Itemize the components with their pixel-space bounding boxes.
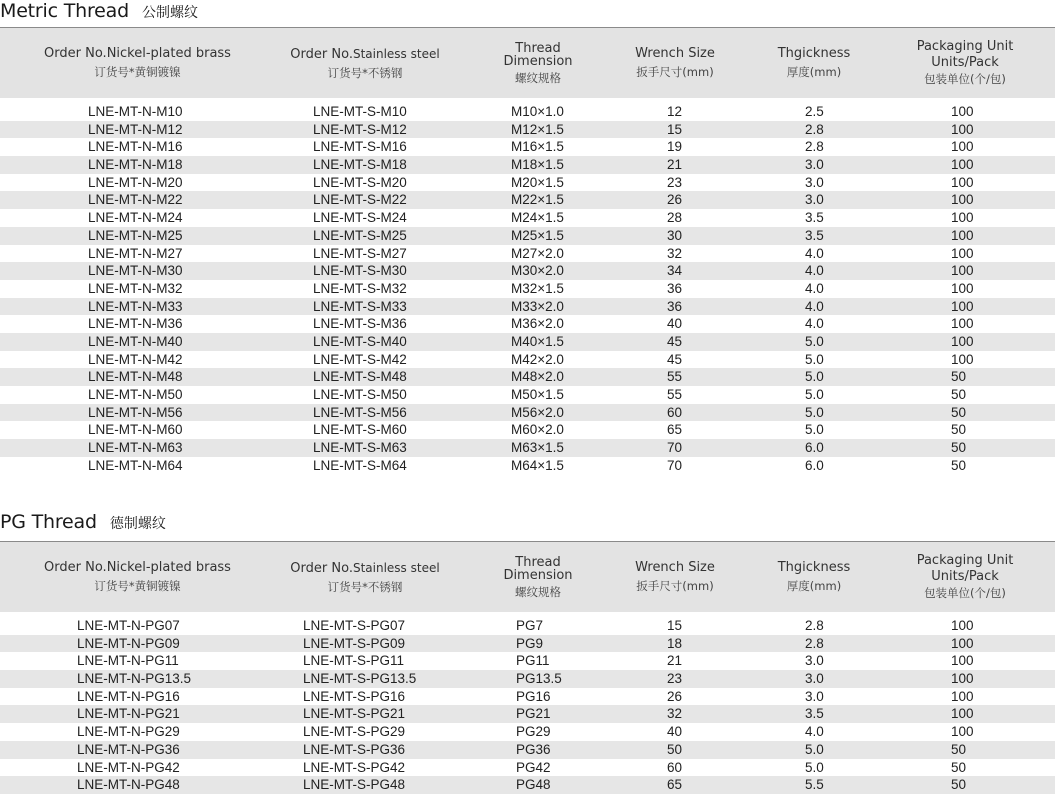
metric-header-packaging-en-a: Packaging Unit [916, 39, 1014, 54]
table-row [0, 156, 1055, 174]
pg-header-order-steel-en-b: Stainless steel [352, 560, 440, 575]
metric-header-wrench-en: Wrench Size [635, 46, 715, 61]
metric-header-packaging-en-b: Units/Pack [931, 55, 999, 70]
order-no-brass-cell: LNE-MT-N-PG11 [77, 653, 179, 669]
table-row [0, 404, 1055, 422]
thickness-cell: 2.8 [805, 618, 824, 633]
thread-dimension-cell: M60×2.0 [511, 422, 564, 438]
packaging-unit-cell: 100 [951, 671, 974, 687]
order-no-steel-cell: LNE-MT-S-PG42 [303, 759, 406, 775]
packaging-unit-cell: 50 [951, 759, 967, 775]
metric-header-order-brass [30, 28, 245, 98]
packaging-unit-cell: 100 [951, 333, 974, 349]
table-row [0, 174, 1055, 192]
thickness-cell: 5.0 [805, 404, 824, 420]
pg-header-packaging [895, 542, 1035, 612]
pg-header-order-brass-cn: 订货号*黄铜镀镍 [94, 579, 181, 593]
wrench-size-cell: 26 [667, 688, 683, 704]
thickness-cell: 2.8 [805, 139, 824, 155]
table-row [0, 280, 1055, 298]
wrench-size-cell: 40 [667, 316, 683, 332]
metric-header-order-steel [275, 28, 455, 98]
metric-header-order-steel-cn: 订货号*不锈钢 [327, 65, 403, 80]
thread-dimension-cell: PG48 [516, 777, 551, 793]
table-row [0, 635, 1055, 653]
table-row [0, 315, 1055, 333]
order-no-brass-cell: LNE-MT-N-PG48 [77, 777, 180, 793]
table-row [0, 723, 1055, 741]
pg-header-packaging-en-a: Packaging Unit [916, 553, 1014, 568]
packaging-unit-cell: 100 [951, 192, 974, 208]
order-no-brass-cell: LNE-MT-N-M18 [88, 157, 183, 173]
thickness-cell: 3.0 [805, 174, 824, 190]
packaging-unit-cell: 100 [951, 227, 974, 243]
thread-dimension-cell: M25×1.5 [511, 227, 564, 243]
packaging-unit-cell: 50 [951, 457, 967, 473]
packaging-unit-cell: 100 [951, 635, 974, 651]
wrench-size-cell: 60 [667, 759, 683, 775]
order-no-steel-cell: LNE-MT-S-M32 [313, 280, 407, 296]
table-row [0, 191, 1055, 209]
pg-table-header [0, 542, 1055, 612]
wrench-size-cell: 70 [667, 457, 683, 473]
metric-header-packaging [895, 28, 1035, 98]
thread-dimension-cell: M48×2.0 [511, 369, 564, 385]
thickness-cell: 4.0 [805, 245, 824, 261]
order-no-steel-cell: LNE-MT-S-M42 [313, 351, 407, 367]
thread-dimension-cell: M20×1.5 [511, 174, 564, 190]
thickness-cell: 4.0 [805, 724, 824, 740]
order-no-steel-cell: LNE-MT-S-M64 [313, 457, 407, 473]
packaging-unit-cell: 50 [951, 440, 967, 456]
pg-header-packaging-en-b: Units/Pack [931, 569, 999, 584]
order-no-steel-cell: LNE-MT-S-M30 [313, 263, 407, 279]
thread-dimension-cell: M56×2.0 [511, 404, 564, 420]
table-row [0, 121, 1055, 139]
pg-header-packaging-cn: 包装单位(个/包) [924, 586, 1006, 600]
pg-header-order-brass [30, 542, 245, 612]
order-no-brass-cell: LNE-MT-N-M16 [88, 139, 183, 155]
wrench-size-cell: 55 [667, 387, 683, 402]
wrench-size-cell: 23 [667, 671, 683, 687]
order-no-steel-cell: LNE-MT-S-M24 [313, 210, 407, 226]
thread-dimension-cell: M18×1.5 [511, 157, 564, 173]
wrench-size-cell: 70 [667, 440, 683, 456]
table-row [0, 776, 1055, 794]
packaging-unit-cell: 50 [951, 741, 967, 757]
order-no-steel-cell: LNE-MT-S-PG07 [303, 618, 406, 633]
table-row [0, 421, 1055, 439]
order-no-brass-cell: LNE-MT-N-M10 [88, 104, 183, 119]
order-no-brass-cell: LNE-MT-N-PG13.5 [77, 671, 192, 687]
wrench-size-cell: 23 [667, 174, 683, 190]
thread-dimension-cell: M36×2.0 [511, 316, 564, 332]
order-no-brass-cell: LNE-MT-N-PG21 [77, 706, 180, 722]
metric-header-order-brass-en: Order No.Nickel-plated brass [44, 46, 231, 61]
thread-dimension-cell: PG16 [516, 688, 551, 704]
table-row [0, 262, 1055, 280]
order-no-brass-cell: LNE-MT-N-M56 [88, 404, 183, 420]
pg-header-order-steel-en-a: Order No. [290, 560, 353, 576]
packaging-unit-cell: 100 [951, 121, 974, 137]
metric-header-thread-en-b: Dimension [503, 53, 573, 69]
thickness-cell: 3.5 [805, 210, 824, 226]
wrench-size-cell: 60 [667, 404, 683, 420]
order-no-brass-cell: LNE-MT-N-M27 [88, 245, 183, 261]
order-no-brass-cell: LNE-MT-N-M42 [88, 351, 183, 367]
order-no-brass-cell: LNE-MT-N-PG29 [77, 724, 180, 740]
order-no-steel-cell: LNE-MT-S-M25 [313, 227, 407, 243]
order-no-steel-cell: LNE-MT-S-M12 [313, 121, 407, 137]
thread-dimension-cell: PG29 [516, 724, 551, 740]
packaging-unit-cell: 50 [951, 387, 967, 402]
order-no-steel-cell: LNE-MT-S-PG16 [303, 688, 406, 704]
order-no-steel-cell: LNE-MT-S-PG48 [303, 777, 406, 793]
pg-header-order-steel [275, 542, 455, 612]
thickness-cell: 5.0 [805, 759, 824, 775]
pg-title-cn: 德制螺纹 [109, 516, 166, 532]
packaging-unit-cell: 100 [951, 245, 974, 261]
order-no-steel-cell: LNE-MT-S-PG09 [303, 635, 406, 651]
order-no-steel-cell: LNE-MT-S-PG13.5 [303, 671, 417, 687]
thickness-cell: 2.8 [805, 121, 824, 137]
order-no-brass-cell: LNE-MT-N-M40 [88, 333, 183, 349]
order-no-steel-cell: LNE-MT-S-M18 [313, 157, 407, 173]
order-no-steel-cell: LNE-MT-S-M27 [313, 245, 407, 261]
wrench-size-cell: 30 [667, 227, 683, 243]
thread-dimension-cell: PG42 [516, 759, 551, 775]
pg-header-wrench-cn: 扳手尺寸(mm) [636, 579, 714, 593]
thickness-cell: 2.8 [805, 635, 824, 651]
metric-header-order-steel-en-a: Order No. [290, 46, 353, 62]
packaging-unit-cell: 100 [951, 706, 974, 722]
order-no-brass-cell: LNE-MT-N-M60 [88, 422, 183, 438]
metric-header-thickness-cn: 厚度(mm) [786, 65, 842, 79]
packaging-unit-cell: 100 [951, 104, 974, 119]
thread-dimension-cell: M10×1.0 [511, 104, 564, 119]
wrench-size-cell: 32 [667, 245, 683, 261]
thread-dimension-cell: PG21 [516, 706, 551, 722]
thread-dimension-cell: PG36 [516, 741, 551, 757]
pg-header-thread-en-a: Thread [515, 554, 561, 570]
packaging-unit-cell: 100 [951, 280, 974, 296]
thread-dimension-cell: M42×2.0 [511, 351, 564, 367]
metric-header-thickness-en: Thgickness [777, 46, 851, 61]
wrench-size-cell: 45 [667, 351, 683, 367]
order-no-steel-cell: LNE-MT-S-M63 [313, 440, 407, 456]
order-no-steel-cell: LNE-MT-S-M36 [313, 316, 407, 332]
thickness-cell: 3.0 [805, 653, 824, 669]
order-no-steel-cell: LNE-MT-S-M22 [313, 192, 407, 208]
thickness-cell: 5.0 [805, 351, 824, 367]
metric-table-header [0, 28, 1055, 98]
order-no-brass-cell: LNE-MT-N-PG42 [77, 759, 180, 775]
order-no-brass-cell: LNE-MT-N-PG07 [77, 618, 180, 633]
table-row [0, 705, 1055, 723]
thickness-cell: 5.0 [805, 387, 824, 402]
packaging-unit-cell: 100 [951, 724, 974, 740]
wrench-size-cell: 21 [667, 653, 683, 669]
table-row [0, 245, 1055, 263]
table-row [0, 333, 1055, 351]
packaging-unit-cell: 50 [951, 369, 967, 385]
thread-dimension-cell: M50×1.5 [511, 387, 564, 402]
packaging-unit-cell: 100 [951, 157, 974, 173]
thread-dimension-cell: M40×1.5 [511, 333, 564, 349]
pg-header-order-steel-cn: 订货号*不锈钢 [327, 579, 403, 594]
table-row [0, 759, 1055, 777]
pg-header-thickness-en: Thgickness [777, 560, 851, 575]
thickness-cell: 3.0 [805, 688, 824, 704]
wrench-size-cell: 21 [667, 157, 683, 173]
thickness-cell: 4.0 [805, 263, 824, 279]
pg-header-thickness-cn: 厚度(mm) [786, 579, 842, 593]
wrench-size-cell: 50 [667, 741, 683, 757]
thickness-cell: 4.0 [805, 316, 824, 332]
pg-header-wrench [620, 542, 730, 612]
order-no-brass-cell: LNE-MT-N-PG09 [77, 635, 180, 651]
thickness-cell: 4.0 [805, 280, 824, 296]
order-no-steel-cell: LNE-MT-S-M33 [313, 298, 407, 314]
packaging-unit-cell: 50 [951, 422, 967, 438]
order-no-steel-cell: LNE-MT-S-M16 [313, 139, 407, 155]
order-no-steel-cell: LNE-MT-S-M48 [313, 369, 407, 385]
order-no-brass-cell: LNE-MT-N-M33 [88, 298, 183, 314]
thread-dimension-cell: M32×1.5 [511, 280, 564, 296]
thickness-cell: 4.0 [805, 298, 824, 314]
table-row [0, 138, 1055, 156]
pg-header-order-steel-en [290, 561, 439, 576]
thickness-cell: 3.5 [805, 227, 824, 243]
wrench-size-cell: 26 [667, 192, 683, 208]
order-no-steel-cell: LNE-MT-S-M10 [313, 104, 407, 119]
packaging-unit-cell: 50 [951, 777, 967, 793]
metric-header-packaging-cn: 包装单位(个/包) [924, 72, 1006, 86]
order-no-brass-cell: LNE-MT-N-M48 [88, 369, 183, 385]
thread-dimension-cell: M22×1.5 [511, 192, 564, 208]
metric-header-thickness [764, 28, 864, 98]
metric-table-body [0, 103, 1055, 474]
wrench-size-cell: 32 [667, 706, 683, 722]
pg-table-body [0, 617, 1055, 794]
thread-dimension-cell: M30×2.0 [511, 263, 564, 279]
pg-header-wrench-en: Wrench Size [635, 560, 715, 575]
thread-dimension-cell: PG9 [516, 635, 544, 651]
table-row [0, 670, 1055, 688]
order-no-brass-cell: LNE-MT-N-M12 [88, 121, 183, 137]
thickness-cell: 2.5 [805, 104, 824, 119]
thread-dimension-cell: M16×1.5 [511, 139, 564, 155]
table-row [0, 351, 1055, 369]
wrench-size-cell: 18 [667, 635, 683, 651]
order-no-steel-cell: LNE-MT-S-PG11 [303, 653, 405, 669]
packaging-unit-cell: 100 [951, 351, 974, 367]
pg-header-order-brass-en: Order No.Nickel-plated brass [44, 560, 231, 575]
metric-header-thread-en-a: Thread [515, 40, 561, 56]
thread-dimension-cell: PG13.5 [516, 671, 562, 687]
wrench-size-cell: 55 [667, 369, 683, 385]
wrench-size-cell: 40 [667, 724, 683, 740]
thickness-cell: 5.0 [805, 369, 824, 385]
wrench-size-cell: 36 [667, 280, 683, 296]
order-no-steel-cell: LNE-MT-S-M56 [313, 404, 407, 420]
pg-header-thickness [764, 542, 864, 612]
order-no-steel-cell: LNE-MT-S-M40 [313, 333, 407, 349]
thickness-cell: 3.0 [805, 192, 824, 208]
thread-dimension-cell: M12×1.5 [511, 121, 564, 137]
wrench-size-cell: 65 [667, 777, 683, 793]
table-row [0, 652, 1055, 670]
thickness-cell: 6.0 [805, 457, 824, 473]
metric-header-thread-cn: 螺纹规格 [515, 70, 561, 85]
table-row [0, 741, 1055, 759]
metric-section-title [0, 0, 198, 24]
metric-header-thread [488, 28, 588, 98]
order-no-steel-cell: LNE-MT-S-PG29 [303, 724, 406, 740]
thickness-cell: 3.0 [805, 671, 824, 687]
thread-dimension-cell: M33×2.0 [511, 298, 564, 314]
wrench-size-cell: 28 [667, 210, 683, 226]
packaging-unit-cell: 100 [951, 688, 974, 704]
thread-dimension-cell: M64×1.5 [511, 457, 564, 473]
wrench-size-cell: 12 [667, 104, 683, 119]
table-row [0, 209, 1055, 227]
pg-header-thread-en-b: Dimension [503, 567, 573, 583]
table-row [0, 103, 1055, 121]
packaging-unit-cell: 100 [951, 298, 974, 314]
pg-header-thread [488, 542, 588, 612]
thickness-cell: 5.0 [805, 333, 824, 349]
packaging-unit-cell: 100 [951, 174, 974, 190]
packaging-unit-cell: 100 [951, 263, 974, 279]
order-no-steel-cell: LNE-MT-S-M50 [313, 387, 407, 402]
wrench-size-cell: 15 [667, 121, 683, 137]
order-no-brass-cell: LNE-MT-N-M22 [88, 192, 183, 208]
thickness-cell: 6.0 [805, 440, 824, 456]
packaging-unit-cell: 100 [951, 210, 974, 226]
order-no-brass-cell: LNE-MT-N-M36 [88, 316, 183, 332]
table-row [0, 298, 1055, 316]
wrench-size-cell: 65 [667, 422, 683, 438]
pg-title-en: PG Thread [0, 511, 97, 533]
order-no-brass-cell: LNE-MT-N-M24 [88, 210, 183, 226]
wrench-size-cell: 45 [667, 333, 683, 349]
order-no-brass-cell: LNE-MT-N-M50 [88, 387, 183, 402]
packaging-unit-cell: 100 [951, 139, 974, 155]
order-no-brass-cell: LNE-MT-N-PG36 [77, 741, 180, 757]
table-row [0, 368, 1055, 386]
order-no-brass-cell: LNE-MT-N-M63 [88, 440, 183, 456]
wrench-size-cell: 15 [667, 618, 683, 633]
packaging-unit-cell: 100 [951, 316, 974, 332]
metric-header-wrench-cn: 扳手尺寸(mm) [636, 65, 714, 79]
metric-title-en: Metric Thread [0, 0, 129, 22]
metric-header-wrench [620, 28, 730, 98]
pg-header-thread-cn: 螺纹规格 [515, 584, 561, 599]
table-row [0, 457, 1055, 475]
thickness-cell: 3.0 [805, 157, 824, 173]
metric-header-order-steel-en-b: Stainless steel [352, 46, 440, 61]
table-row [0, 688, 1055, 706]
order-no-brass-cell: LNE-MT-N-M30 [88, 263, 183, 279]
order-no-steel-cell: LNE-MT-S-M60 [313, 422, 407, 438]
wrench-size-cell: 36 [667, 298, 683, 314]
table-row [0, 386, 1055, 404]
pg-section-title [0, 511, 166, 535]
table-row [0, 439, 1055, 457]
thickness-cell: 5.0 [805, 741, 824, 757]
wrench-size-cell: 34 [667, 263, 683, 279]
metric-header-order-steel-en [290, 47, 439, 62]
order-no-brass-cell: LNE-MT-N-PG16 [77, 688, 180, 704]
order-no-steel-cell: LNE-MT-S-M20 [313, 174, 407, 190]
order-no-brass-cell: LNE-MT-N-M64 [88, 457, 183, 473]
wrench-size-cell: 19 [667, 139, 683, 155]
thread-dimension-cell: M24×1.5 [511, 210, 564, 226]
table-row [0, 617, 1055, 635]
metric-header-order-brass-cn: 订货号*黄铜镀镍 [94, 65, 181, 79]
thread-dimension-cell: PG11 [516, 653, 550, 669]
order-no-brass-cell: LNE-MT-N-M20 [88, 174, 183, 190]
thickness-cell: 5.5 [805, 777, 824, 793]
metric-title-cn: 公制螺纹 [141, 5, 198, 21]
packaging-unit-cell: 50 [951, 404, 967, 420]
packaging-unit-cell: 100 [951, 618, 974, 633]
thread-dimension-cell: PG7 [516, 618, 544, 633]
order-no-steel-cell: LNE-MT-S-PG21 [303, 706, 406, 722]
order-no-brass-cell: LNE-MT-N-M25 [88, 227, 183, 243]
order-no-brass-cell: LNE-MT-N-M32 [88, 280, 183, 296]
packaging-unit-cell: 100 [951, 653, 974, 669]
thread-dimension-cell: M63×1.5 [511, 440, 564, 456]
thickness-cell: 5.0 [805, 422, 824, 438]
table-row [0, 227, 1055, 245]
thickness-cell: 3.5 [805, 706, 824, 722]
thread-dimension-cell: M27×2.0 [511, 245, 564, 261]
order-no-steel-cell: LNE-MT-S-PG36 [303, 741, 406, 757]
